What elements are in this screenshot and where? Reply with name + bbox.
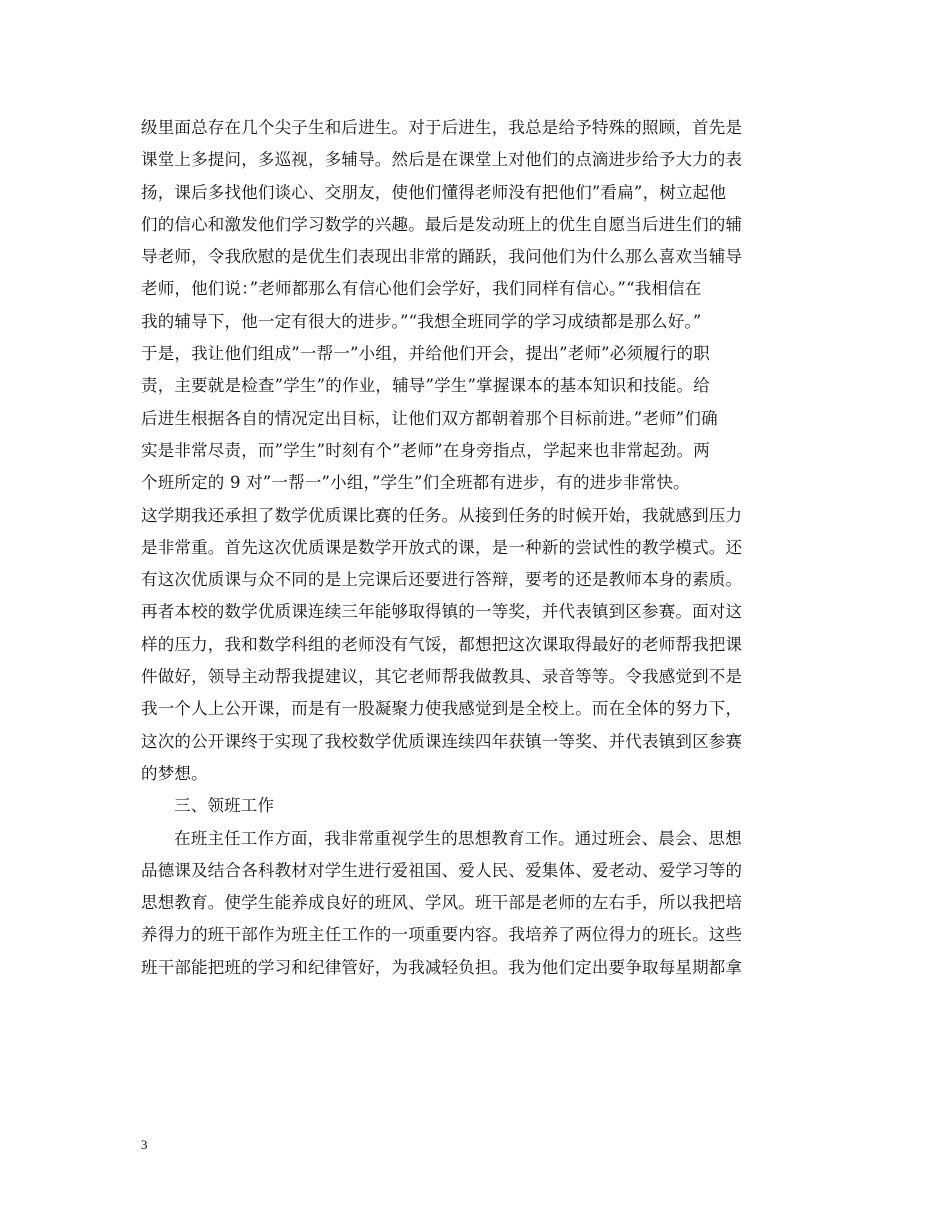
text-line: 们的信心和激发他们学习数学的兴趣。最后是发动班上的优生自愿当后进生们的辅: [141, 214, 743, 234]
text-line: 样的压力，我和数学科组的老师没有气馁，都想把这次课取得最好的老师帮我把课: [141, 634, 743, 654]
text-line: 我一个人上公开课，而是有一股凝聚力使我感觉到是全校上。而在全体的努力下，: [141, 699, 743, 719]
section-heading: 三、领班工作: [174, 796, 275, 816]
text-line: 品德课及结合各科教材对学生进行爱祖国、爱人民、爱集体、爱老动、爱学习等的: [141, 860, 743, 880]
text-line: 实是非常尽责，而”学生”时刻有个”老师”在身旁指点，学起来也非常起劲。两: [141, 440, 710, 460]
text-line: 这次的公开课终于实现了我校数学优质课连续四年获镇一等奖、并代表镇到区参赛: [141, 731, 743, 751]
text-line: 个班所定的 9 对”一帮一”小组，”学生”们全班都有进步，有的进步非常快。: [141, 473, 690, 493]
page-number: 3: [141, 1137, 148, 1152]
text-line: 课堂上多提问，多巡视，多辅导。然后是在课堂上对他们的点滴进步给予大力的表: [141, 150, 743, 170]
text-line: 后进生根据各自的情况定出目标，让他们双方都朝着那个目标前进。”老师”们确: [141, 408, 718, 428]
text-line: 件做好，领导主动帮我提建议，其它老师帮我做教具、录音等等。令我感觉到不是: [141, 667, 743, 687]
text-line: 有这次优质课与众不同的是上完课后还要进行答辩，要考的还是教师本身的素质。: [141, 570, 743, 590]
text-line: 责，主要就是检查”学生”的作业，辅导”学生”掌握课本的基本知识和技能。给: [141, 376, 710, 396]
text-line: 养得力的班干部作为班主任工作的一项重要内容。我培养了两位得力的班长。这些: [141, 925, 743, 945]
text-line: 是非常重。首先这次优质课是数学开放式的课，是一种新的尝试性的教学模式。还: [141, 537, 743, 557]
text-line: 于是，我让他们组成”一帮一”小组，并给他们开会，提出”老师”必须履行的职: [141, 344, 710, 364]
text-line: 再者本校的数学优质课连续三年能够取得镇的一等奖，并代表镇到区参赛。面对这: [141, 602, 743, 622]
text-line: 的梦想。: [141, 763, 208, 783]
text-line: 我的辅导下，他一定有很大的进步。”“我想全班同学的学习成绩都是那么好。”: [141, 311, 702, 331]
document-body: [141, 112, 813, 984]
text-line: 级里面总存在几个尖子生和后进生。对于后进生，我总是给予特殊的照顾，首先是: [141, 118, 743, 137]
text-line: 思想教育。使学生能养成良好的班风、学风。班干部是老师的左右手，所以我把培: [141, 893, 743, 913]
text-line: 扬，课后多找他们谈心、交朋友，使他们懂得老师没有把他们”看扁”，树立起他: [141, 182, 727, 202]
text-line: 班干部能把班的学习和纪律管好，为我减轻负担。我为他们定出要争取每星期都拿: [141, 957, 743, 977]
text-line: 这学期我还承担了数学优质课比赛的任务。从接到任务的时候开始，我就感到压力: [141, 505, 743, 525]
text-line: 老师，他们说：”老师都那么有信心他们会学好，我们同样有信心。”“我相信在: [141, 279, 702, 299]
text-line: 在班主任工作方面，我非常重视学生的思想教育工作。通过班会、晨会、思想: [174, 828, 742, 848]
text-line: 导老师，令我欣慰的是优生们表现出非常的踊跃，我问他们为什么那么喜欢当辅导: [141, 247, 743, 267]
